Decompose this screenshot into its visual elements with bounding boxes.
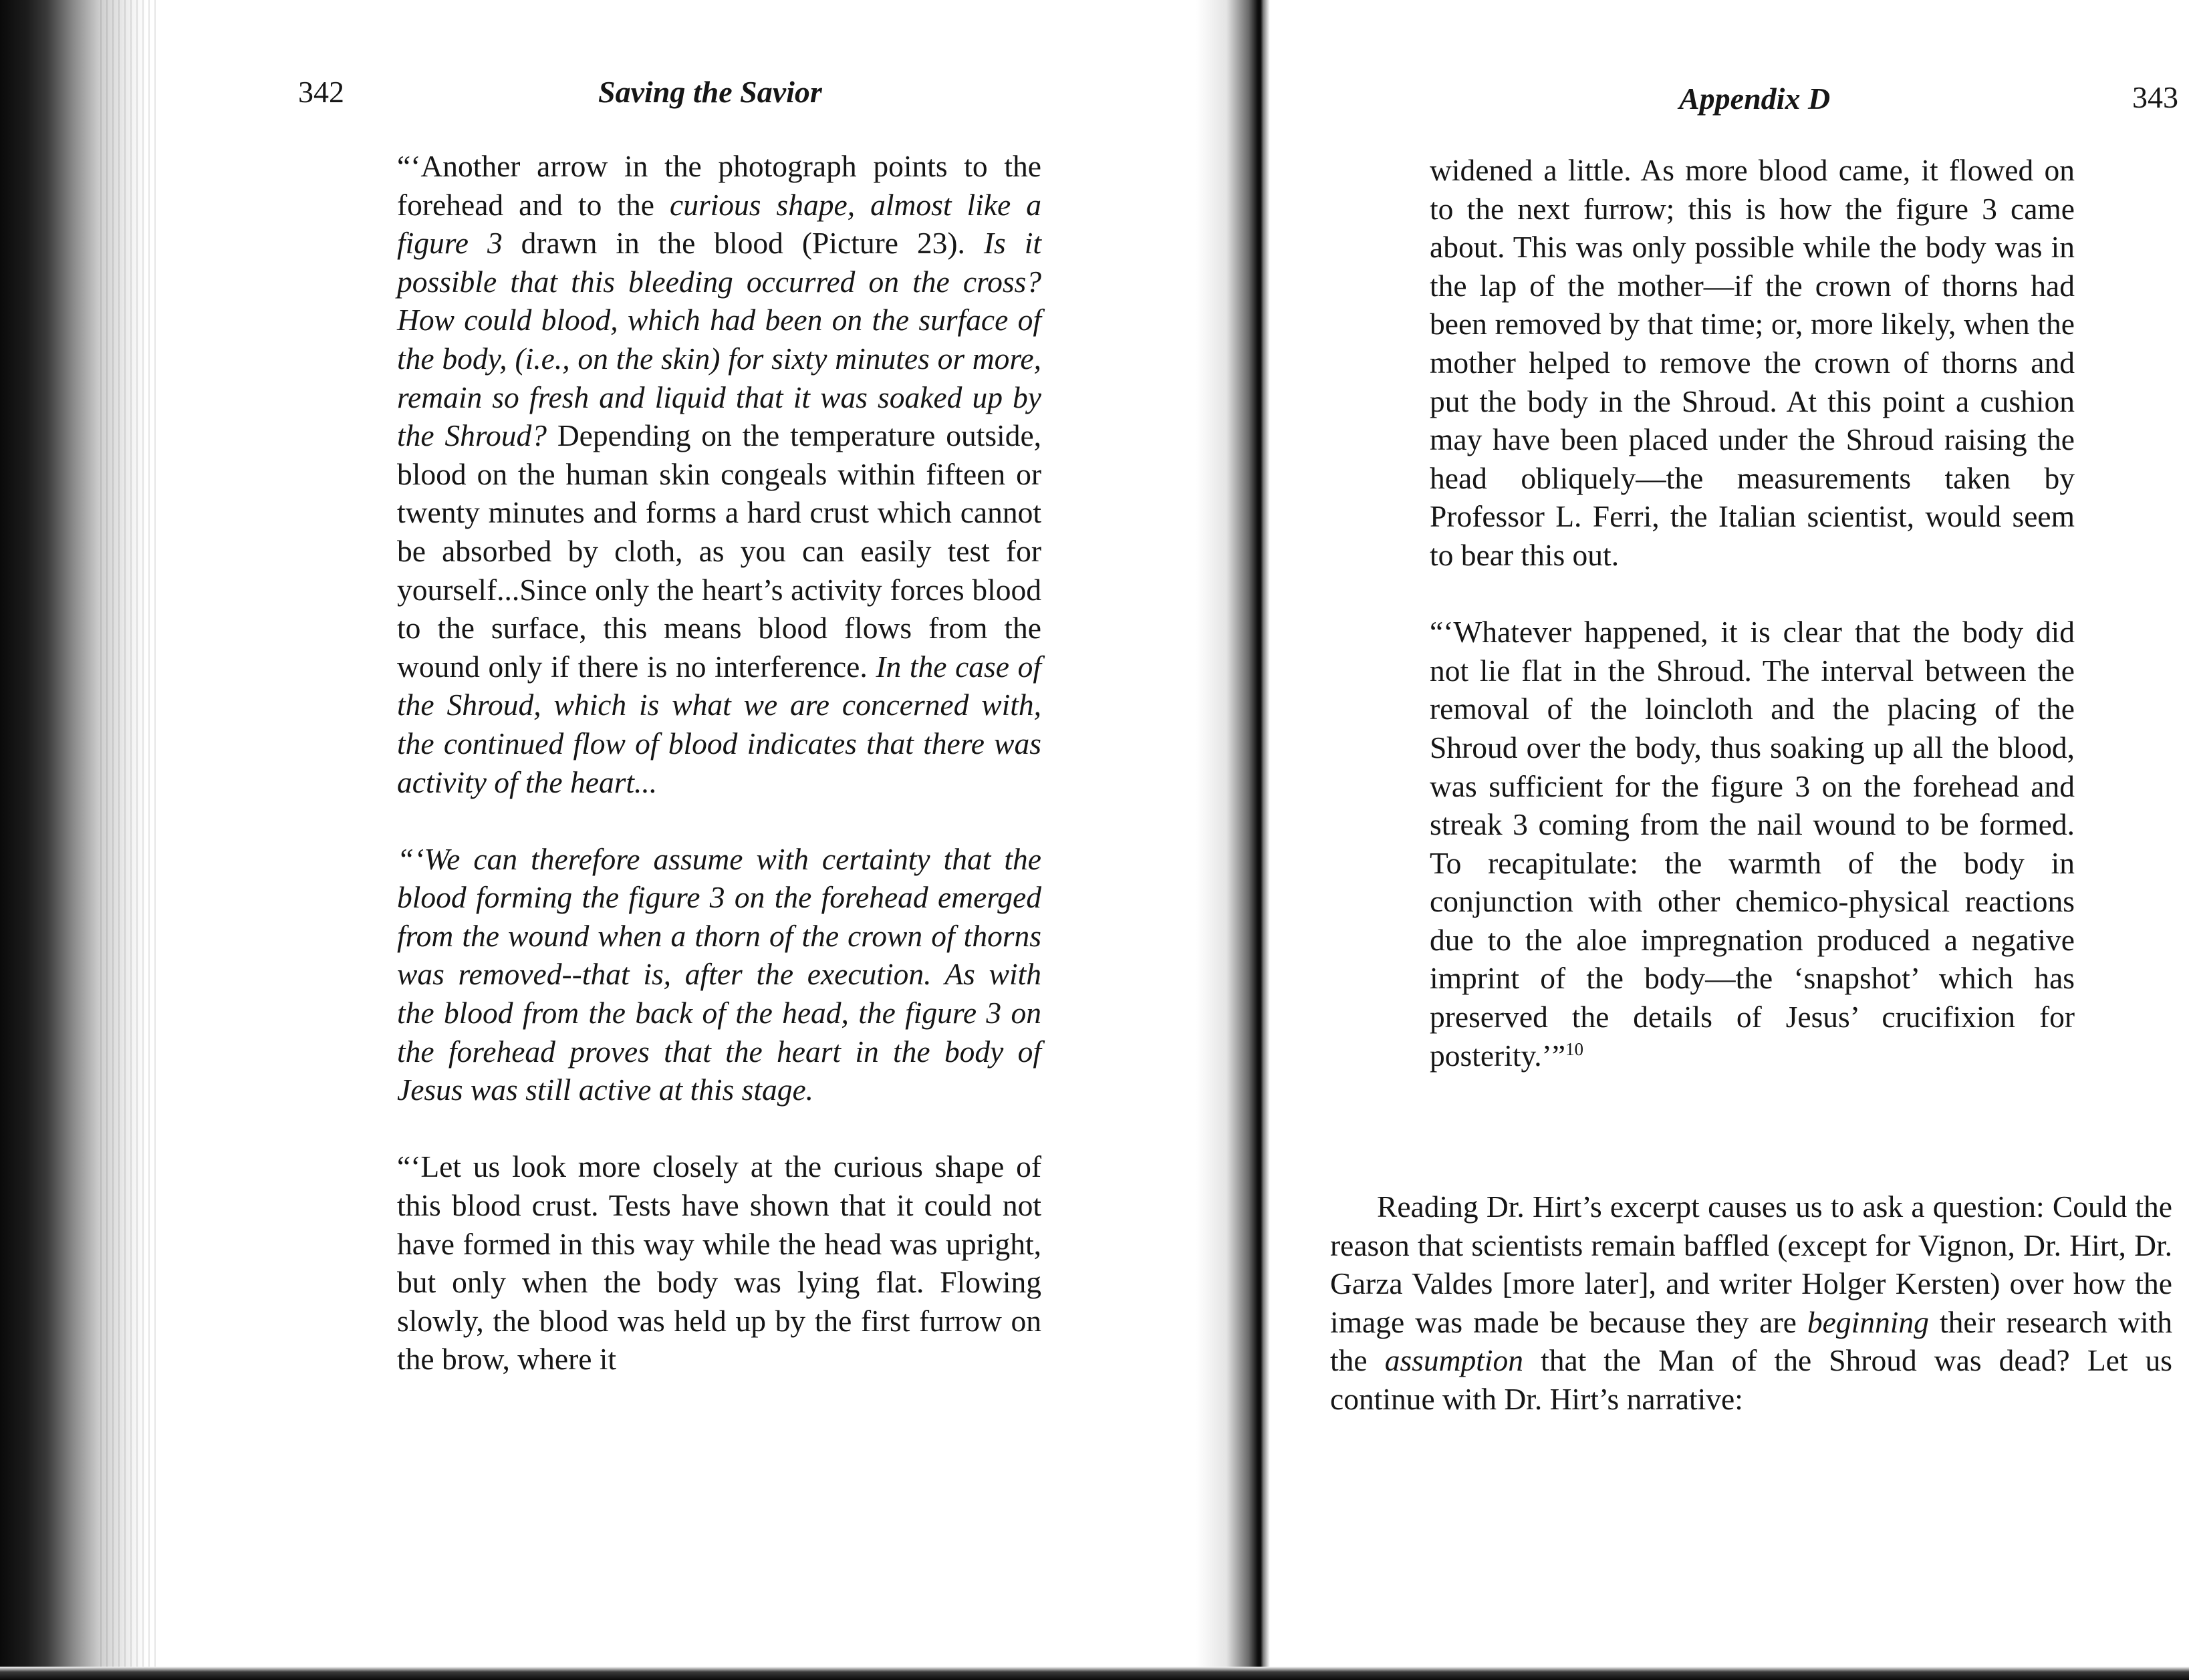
right-page-body — [1330, 1187, 2172, 1419]
text-segment: drawn in the blood (Picture 23). — [502, 226, 984, 261]
paragraph — [1430, 151, 2075, 575]
left-running-title: Saving the Savior — [598, 75, 822, 109]
text-segment: “‘Let us look more closely at the curious shape of this blood crust. Tests have shown that it could not have formed in this way while the head was upright, but only when the body was lying flat. Flowing slowly, the blood was held up by the first furrow on the brow, where it — [397, 1149, 1041, 1377]
text-segment: Depending on the temperature outside, blood on the human skin congeals within fifteen or twenty minutes and forms a hard crust which cannot be absorbed by cloth, as you can easily test for yourself...Since only the heart’s activity forces blood to the surface, this means blood flows from the wound only if there is no interference. — [397, 418, 1042, 684]
right-running-title: Appendix D — [1679, 82, 1831, 116]
paragraph — [397, 147, 1041, 801]
left-page-text — [397, 147, 1041, 1379]
right-page-quote — [1430, 151, 2075, 1075]
paragraph — [1430, 613, 2075, 1075]
text-segment: “‘Another arrow in the photograph points to the forehead and to the — [397, 149, 1041, 222]
italic-text-segment: “‘We can therefore assume with certainty that the blood forming the figure 3 on the forehead emerged from the wound when a thorn of the crown of thorns was removed--that is, after the execution. As with the blood from the back of the head, the figure 3 on the forehead proves that the heart in the body of Jesus was still active at this stage. — [397, 841, 1041, 1107]
footnote-reference: 10 — [1565, 1038, 1583, 1059]
italic-text-segment: assumption — [1384, 1343, 1523, 1378]
text-segment: that the Man of the Shroud was dead? Let us continue with Dr. Hirt’s narrative: — [1330, 1343, 2173, 1416]
paragraph — [397, 840, 1041, 1109]
left-page-number: 342 — [298, 75, 344, 109]
paragraph — [1330, 1187, 2172, 1419]
text-segment: their research with the — [1330, 1304, 2172, 1378]
page-stack-lines — [100, 0, 160, 1680]
text-segment: Reading Dr. Hirt’s excerpt causes us to ask a question: Could the reason that scientists remain baffled (except for Vignon, Dr. Hirt, Dr. Garza Valdes [more later], and writer Holger Kersten) over how the image was made be because they are — [1330, 1189, 2172, 1339]
text-segment: “‘Whatever happened, it is clear that the body did not lie flat in the Shroud. The interval between the removal of the loincloth and the placing of the Shroud over the body, thus soaking up all the blood, was sufficient for the figure 3 on the forehead and streak 3 coming from the nail wound to be formed. To recapitulate: the warmth of the body in conjunction with other chemico-physical reactions due to the aloe impregnation produced a negative imprint of the body—the ‘snapshot’ which has preserved the details of Jesus’ crucifixion for posterity.’” — [1430, 615, 2075, 1073]
italic-text-segment: beginning — [1807, 1304, 1929, 1339]
italic-text-segment: curious shape, almost like a figure 3 — [397, 187, 1041, 261]
paragraph — [397, 1147, 1041, 1379]
italic-text-segment: In the case of the Shroud, which is what we are concerned with, the continued flow of blood indicates that there was activity of the heart... — [397, 649, 1041, 799]
italic-text-segment: Is it possible that this bleeding occurred on the cross? How could blood, which had been on the surface of the body, (i.e., on the skin) for sixty minutes or more, remain so fresh and liquid that it was soaked up by the Shroud? — [397, 226, 1041, 453]
right-page-number: 343 — [2132, 80, 2178, 114]
book-gutter — [1196, 0, 1270, 1680]
text-segment: widened a little. As more blood came, it flowed on to the next furrow; this is how the figure 3 came about. This was only possible while the body was in the lap of the mother—if the crown of thorns had been removed by that time; or, more likely, when the mother helped to remove the crown of thorns and put the body in the Shroud. At this point a cushion may have been placed under the Shroud raising the head obliquely—the measurements taken by Professor L. Ferri, the Italian scientist, would seem to bear this out. — [1430, 153, 2075, 572]
bottom-edge — [0, 1667, 2189, 1680]
